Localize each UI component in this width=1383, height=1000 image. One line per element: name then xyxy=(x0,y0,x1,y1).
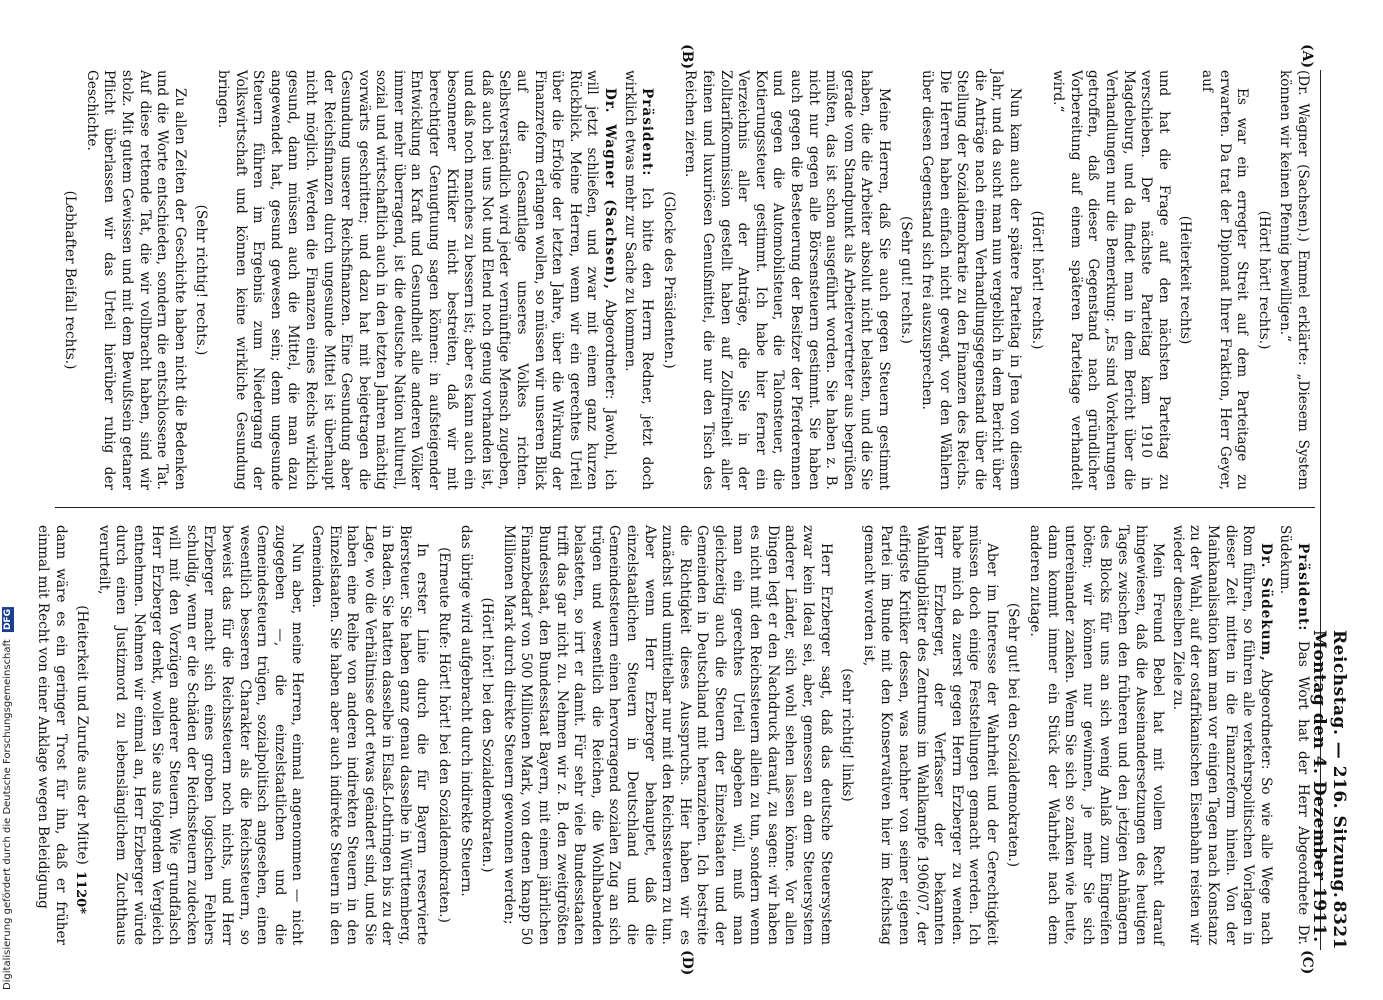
margin-marker-d: (D) xyxy=(679,950,695,976)
reaction: (Sehr gut! rechts.) xyxy=(897,216,914,344)
paragraph: das übrige wird aufgebracht durch indirekte Steuern. xyxy=(457,525,474,897)
page-number: 8321 xyxy=(1329,900,1349,950)
paragraph: Zu allen Zeiten der Geschichte haben nicht die Bedenken und die Worte entschieden, sondern die entschlossene Tat. Auf diese rettende Tat, die wir vollbracht haben, sind wir stolz. Mit gutem Gewissen und mit dem Bewußtsein getaner Pflicht überlassen wir das Urteil hierüber ruhig der Geschichte. xyxy=(83,70,188,490)
dfg-logo: DFG xyxy=(3,608,13,630)
paragraph: Meine Herren, daß Sie auch gegen Steuern gestimmt haben, die die Arbeiter absolut nicht belasten, und die Sie gerade vom Standpunkt als Arbeitervertreter aus begrüßen müßten, das ist schon ausgeführt worden. Sie haben z. B. nicht nur gegen alle Börsensteuern gestimmt. Sie haben auch gegen die Besteuerung der Besitzer der Pferderennen und gegen die Automobilsteuer, die Talonsteuer, die Kotierungssteuer gestimmt. Ich habe hier ferner ein Verzeichnis aller der Anträge, die Sie in der Zolltarifkommission gestellt haben auf Zollfreiheit aller feinen und luxuriösen Genußmittel, die nur den Tisch des Reichen zieren. xyxy=(682,70,892,490)
margin-marker-c: (C) xyxy=(1299,950,1315,975)
paragraph: und hat die Frage auf den nächsten Parteitag zu verschieben. Der nächste Parteitag kam 1910 in Magdeburg, und da findet man in dem Bericht über die Verhandlungen nur die Bemerkung: „Es sind Vorkehrungen getroffen, daß dieser Gegenstand nach gründlicher Vorbereitung auf einem späteren Parteitage verhandelt wird.“ xyxy=(1050,70,1172,490)
digitization-text: Digitalisierung gefördert durch die Deutsche Forschungsgemeinschaft xyxy=(2,639,13,990)
reaction: (Erneute Rufe: Hört! hört! bei den Sozialdemokraten.) xyxy=(436,547,453,923)
reaction: (Hört! hört! rechts.) xyxy=(1255,210,1272,350)
page-header xyxy=(1309,70,1355,950)
paragraph: Mein Freund Bebel hat mit vollem Recht darauf hingewiesen, daß die Auseinandersetzungen des heutigen Tages zwischen den früheren und den jetzigen Anhängern des Blocks für uns an sich wenig Anlaß zum Eingreifen böten; wir können nur gewinnen, je mehr Sie sich untereinander zanken. Wenn Sie sich so zanken wie heute, dann kommt immer ein Stück der Wahrheit nach dem anderen zutage. xyxy=(1027,525,1167,945)
reaction: (Heiterkeit und Zurufe aus der Mitte) xyxy=(74,605,91,865)
reaction: (Hört! hört! rechts.) xyxy=(1028,210,1045,350)
paragraph: Abgeordneter: Jawohl, ich will jetzt schließen, und zwar mit einem ganz kurzen Rückblick. Meine Herren, wenn wir ein gerechtes Urteil über die Erfolge der letzten Jahre, über die Wirkung der Finanzreform erlangen wollen, so müssen wir unseren Blick auf die Gesamtlage unseres Volkes richten. Selbstverständlich wird jeder vernünftige Mensch zugeben, daß auch bei uns Not und Elend noch genug vorhanden ist, und daß noch manches zu bessern ist; aber es kann auch ein besonnener Kritiker nicht bestreiten, daß wir mit berechtigter Genugtuung sagen können: in aufsteigender Entwicklung an Kraft und Gesundheit alle anderen Völker immer mehr überragend, ist die deutsche Nation kulturell, sozial und wirtschaftlich auch in den letzten Jahren mächtig vorwärts geschritten; und dazu hat mit beigetragen die Gesundung unserer Reichsfinanzen. Eine Gesundung aber der Reichsfinanzen durch ungesunde Mittel ist überhaupt nicht möglich. Werden die Finanzen eines Reichs wirklich gesund, dann müssen auch die Mittel, die man dazu angewendet hat, gesund gewesen sein; denn ungesunde Steuern führen im Ergebnis zum Niedergang der Volkswirtschaft und können keine wirkliche Gesundung bringen. xyxy=(214,70,619,490)
reaction: (Lebhafter Beifall rechts.) xyxy=(62,190,79,370)
speaker-name: Präsident: xyxy=(639,88,656,177)
reaction: (Sehr richtig! rechts.) xyxy=(193,204,210,356)
right-column xyxy=(31,525,1311,945)
sheet-number: 1120* xyxy=(73,871,88,914)
paragraph: Das Wort hat der Herr Abgeordnete Dr. Südekum. xyxy=(1277,525,1311,945)
reaction: (sehr richtig! links) xyxy=(839,668,856,802)
speaker-name: Dr. Wagner (Sachsen), xyxy=(602,88,619,290)
paragraph: (Dr. Wagner (Sachsen).) Emmel erklärte: „Diesem System können wir keinen Pfennig bewilligen.“ xyxy=(1277,70,1311,490)
digitization-note xyxy=(2,607,14,990)
reaction: (Hört! hört! bei den Sozialdemokraten.) xyxy=(479,597,496,873)
header-title: Reichstag. — 216. Sitzung. Montag den 4. Dezember 1911. xyxy=(1309,630,1349,943)
reaction: (Sehr gut! bei den Sozialdemokraten.) xyxy=(1005,602,1022,868)
margin-marker-b: (B) xyxy=(679,44,695,70)
paragraph: Aber im Interesse der Wahrheit und der Gerechtigkeit müssen doch einige Feststellungen gemacht werden. Ich habe mich da zuerst gegen Herrn Erzberger zu wenden. Herr Erzberger, der Verfasser der bekannten Wahlflugblätter des Zentrums im Wahlkampfe 1906/07, der eifrigste Kritiker dessen, was nachher von seiner eigenen Partei im Bunde mit den Konservativen hier im Reichstag gemacht worden ist, xyxy=(860,525,1000,945)
paragraph: Nun kam auch der spätere Parteitag in Jena von diesem Jahr, und da sucht man nun vergeblich in dem Bericht über die Anträge nach einem Verhandlungsgegenstand über die Stellung der Sozialdemokratie zu den Finanzen des Reichs. Die Herren haben einfach nicht gewagt, vor den Wählern über diesen Gegenstand sich frei auszusprechen. xyxy=(919,70,1024,490)
left-column xyxy=(57,70,1311,490)
paragraph: Herr Erzberger sagt, daß das deutsche Steuersystem zwar kein Ideal sei, aber, gemessen an dem Steuersystem anderer Länder, sich wohl sehen lassen könne. Vor allen Dingen legt er den Nachdruck darauf, zu sagen: wir haben es nicht mit den Reichssteuern allein zu tun, sondern wenn man ein gerechtes Urteil abgeben will, muß man gleichzeitig auch die Steuern der Einzelstaaten und der Gemeinden in Deutschland mit heranziehen. Ich bestreite die Richtigkeit dieses Ausspruchs. Hier haben wir es zunächst und unmittelbar nur mit den Reichssteuern zu tun. Aber wenn Herr Erzberger behauptet, daß die einzelstaatlichen Steuern in Deutschland und die Gemeindesteuern einen hervorragend sozialen Zug an sich trügen und wesentlich die Reichen, die Wohlhabenden belasteten, so irrt er damit. Für sehr viele Bundesstaaten trifft das gar nicht zu. Nehmen wir z. B. den zweitgrößten Bundesstaat, den Bundesstaat Bayern, mit einem jährlichen Finanzbedarf von 500 Millionen Mark, von denen knapp 50 Millionen Mark durch direkte Steuern gewonnen werden; xyxy=(500,525,834,945)
paragraph: Ich bitte den Herrn Redner, jetzt doch wirklich etwas mehr zur Sache zu kommen. xyxy=(621,70,656,491)
column-divider xyxy=(55,507,1315,508)
paragraph: dann wäre es ein geringer Trost für ihn, daß er früher einmal mit Recht von einer Anklage wegen Beleidigung xyxy=(35,525,69,945)
paragraph: Abgeordneter: So wie alle Wege nach Rom führen, so führen alle verkehrspolitischen Vorlagen in dieser Zeit mitten in die Finanzreform hinein. Von der Mainkanalisation kam man vor einigen Tagen nach Konstanz zu der Wahl, auf der ostafrikanischen Eisenbahn reisten wir wieder denselben Ziele zu. xyxy=(1169,525,1274,945)
paragraph: Nun aber, meine Herren, einmal angenommen — nicht zugegeben —, die einzelstaatlichen und die Gemeindesteuern trügen, sozialpolitisch angesehen, einen wesentlich besseren Charakter als die Reichssteuern, so beweist das für die Reichssteuern noch nichts, und Herr Erzberger macht sich eines groben logischen Fehlers schuldig, wenn er die Schäden der Reichssteuern zudecken will mit den Vorzügen anderer Steuern. Wie grundfalsch Herr Erzberger denkt, wollen Sie aus folgendem Vergleich entnehmen. Nehmen wir einmal an, Herr Erzberger würde durch einen Justizmord zu lebenslänglichem Zuchthaus verurteilt, xyxy=(95,525,306,945)
reaction: (Glocke des Präsidenten.) xyxy=(660,191,677,369)
paragraph: In erster Linie durch die für Bayern reservierte Biersteuer. Sie haben ganz genau dasselbe in Württemberg, in Baden. Sie hatten dasselbe in Elsaß-Lothringen bis zu der Lage, wo die Verhältnisse dort etwas geändert sind, und Sie haben eine Reihe von anderen indirekten Steuern in den Einzelstaaten. Sie haben aber auch indirekte Steuern in den Gemeinden. xyxy=(308,525,431,945)
margin-marker-a: (A) xyxy=(1299,44,1315,69)
speaker-name: Dr. Südekum, xyxy=(1257,543,1274,662)
reaction: (Heiterkeit rechts) xyxy=(1177,215,1194,345)
speaker-name: Präsident: xyxy=(1295,543,1311,632)
paragraph: Es war ein erregter Streit auf dem Parteitage zu erwarten. Da trat der Diplomat Ihrer Fraktion, Herr Geyer, auf xyxy=(1199,70,1251,490)
